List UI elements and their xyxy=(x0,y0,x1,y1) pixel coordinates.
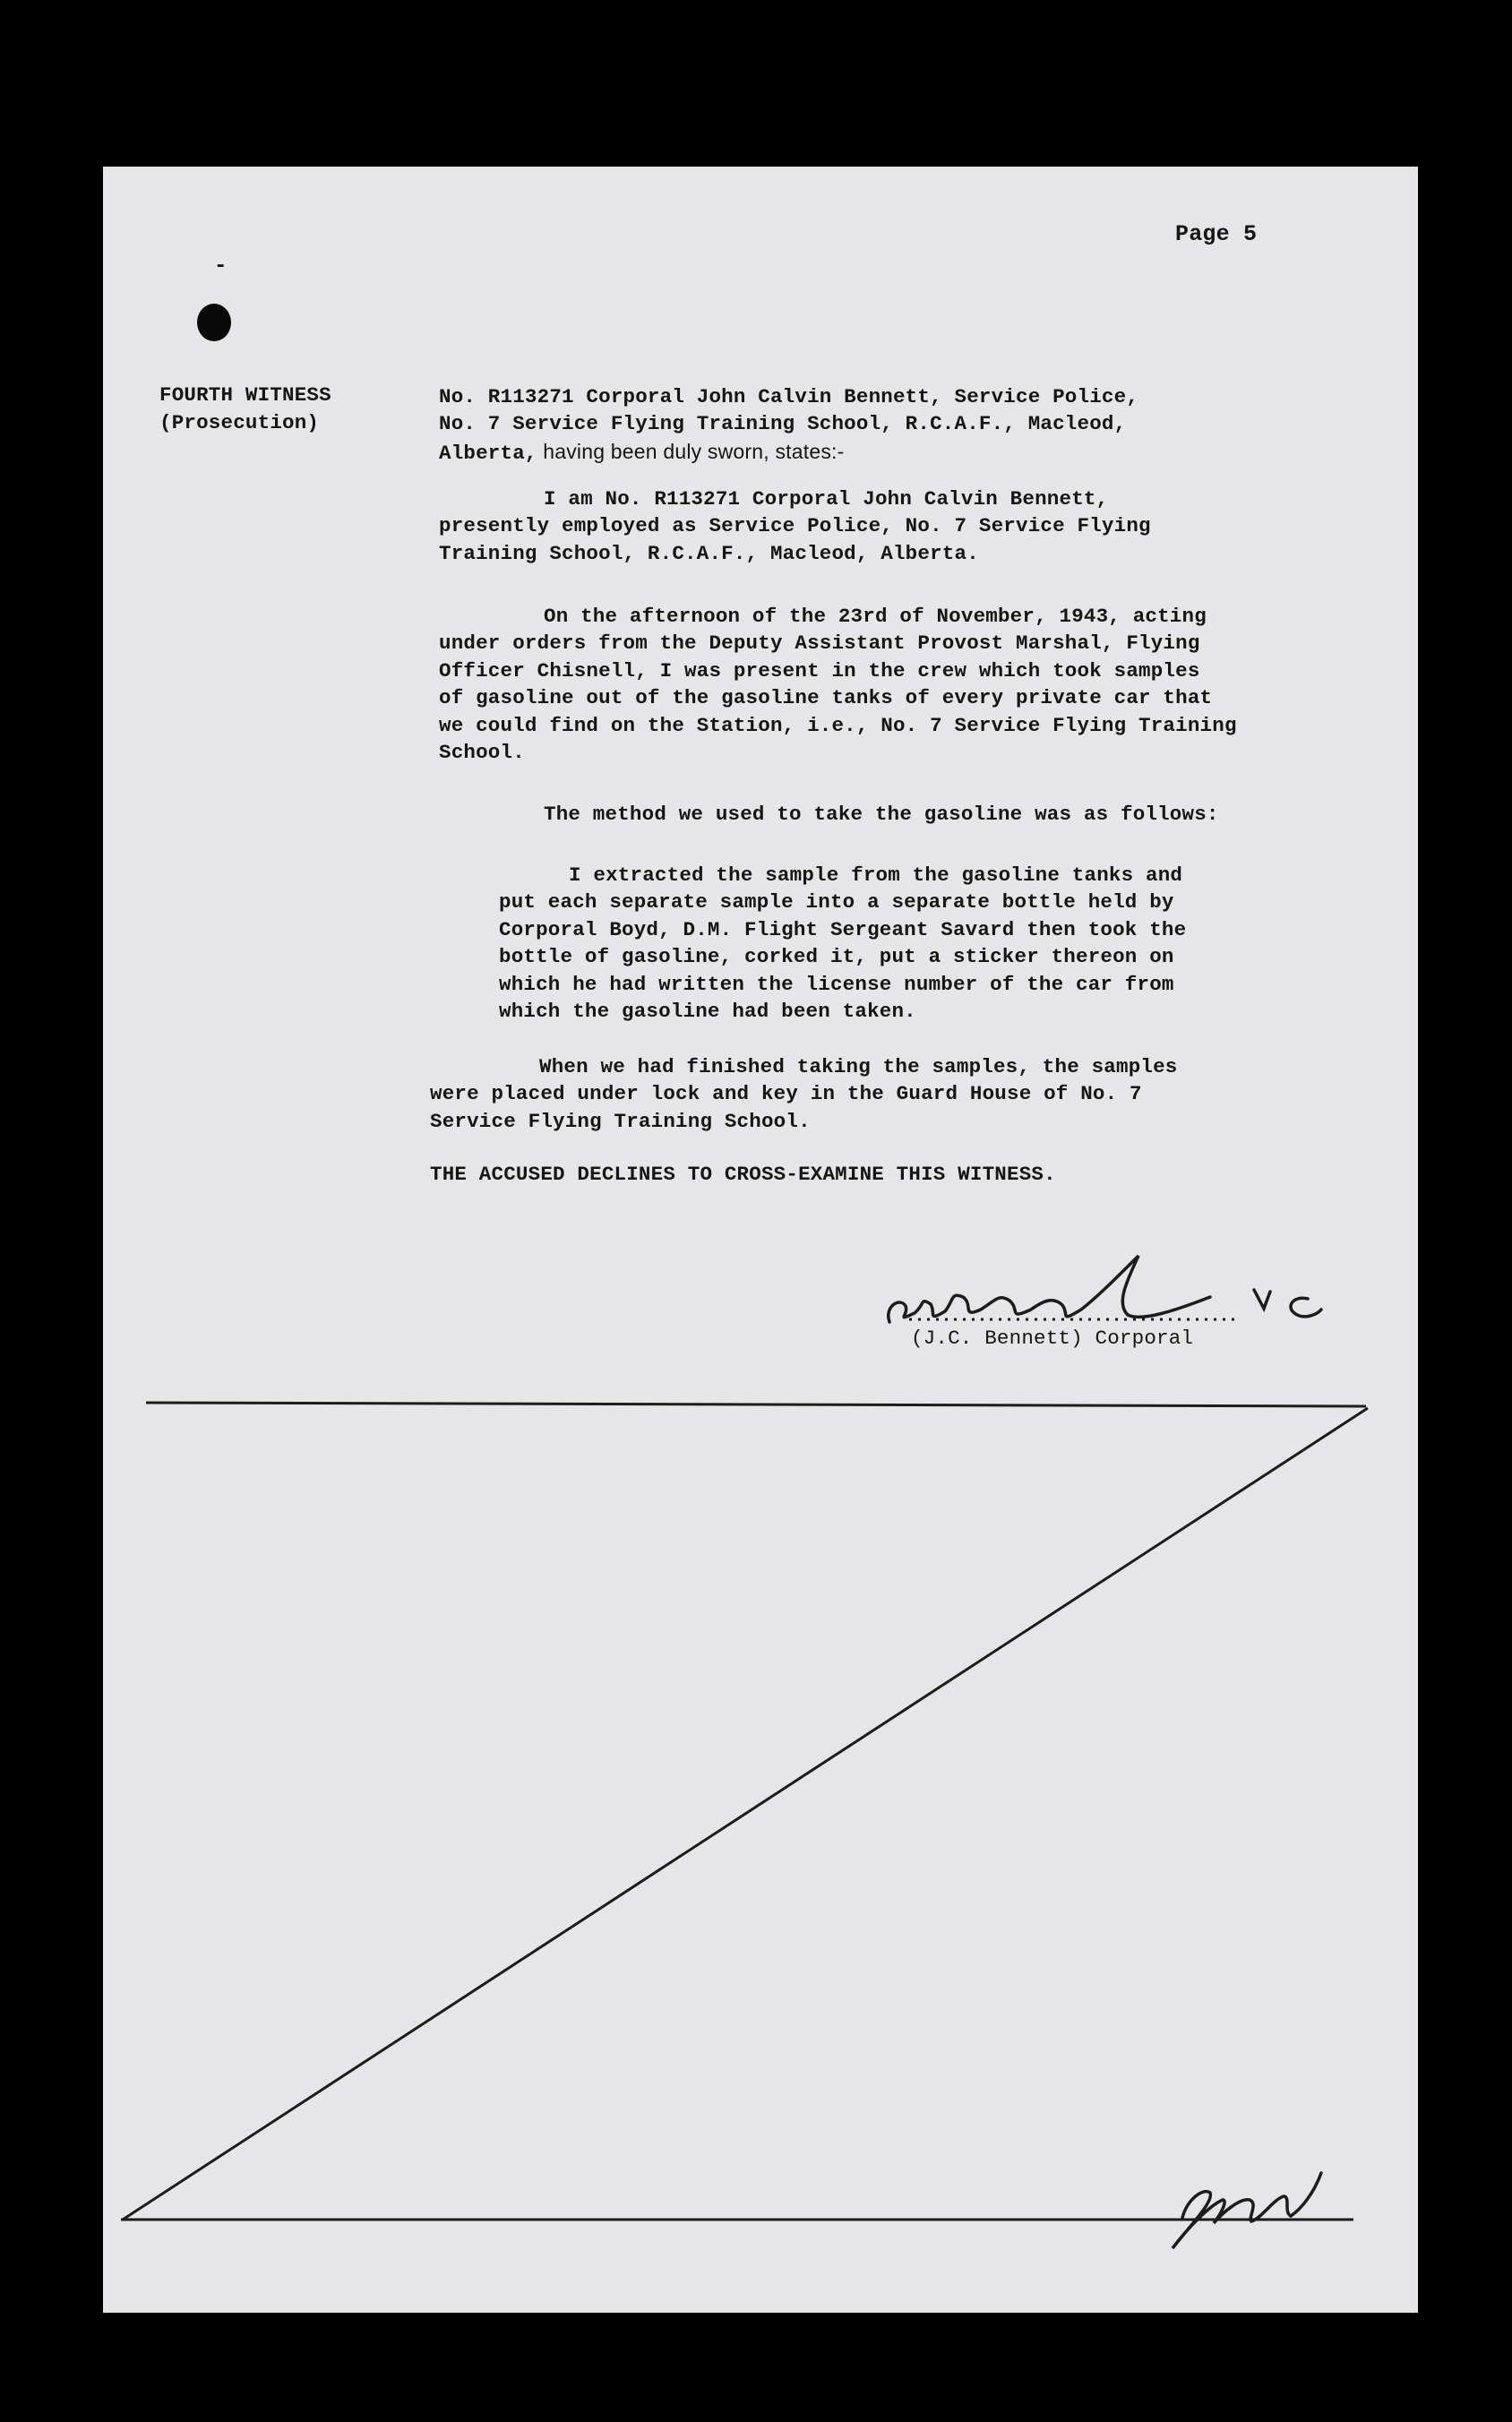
paragraph-line: under orders from the Deputy Assistant Provost Marshal, Flying xyxy=(439,631,1200,655)
pen-overlay xyxy=(103,167,1418,2313)
paragraph-line: were placed under lock and key in the Guard House of No. 7 xyxy=(430,1082,1142,1105)
signature-suffix-mark xyxy=(1254,1290,1270,1309)
paragraph-line: When we had finished taking the samples, the samples xyxy=(539,1055,1178,1078)
quote-line: put each separate sample into a separate bottle held by xyxy=(499,890,1174,914)
paragraph-line: presently employed as Service Police, No. 7 Service Flying xyxy=(439,514,1151,537)
intro-handwritten-text: having been duly sworn, states:- xyxy=(537,440,845,463)
signature-suffix-mark xyxy=(1291,1298,1321,1317)
intro-bold-text: Alberta, xyxy=(439,442,537,465)
mark-dash: - xyxy=(214,254,228,279)
signature-name-line: (J.C. Bennett) Corporal xyxy=(911,1327,1194,1350)
paragraph-line: Service Flying Training School. xyxy=(430,1110,811,1133)
paragraph-line: I am No. R113271 Corporal John Calvin Bennett, xyxy=(544,487,1109,511)
witness-sublabel: (Prosecution) xyxy=(159,411,320,434)
document-page xyxy=(103,167,1418,2313)
cancel-diagonal-line xyxy=(123,1408,1368,2220)
paragraph-line: we could find on the Station, i.e., No. 7 Service Flying Training xyxy=(439,714,1237,737)
quote-line: Corporal Boyd, D.M. Flight Sergeant Savard then took the xyxy=(499,918,1187,941)
paragraph-line: School. xyxy=(439,741,525,764)
paragraph-line: On the afternoon of the 23rd of November, 1943, acting xyxy=(544,605,1207,628)
paragraph-line: Officer Chisnell, I was present in the crew which took samples xyxy=(439,659,1200,683)
handwritten-signature xyxy=(889,1256,1210,1322)
witness-label: FOURTH WITNESS xyxy=(159,383,331,407)
paragraph-line: Training School, R.C.A.F., Macleod, Alberta. xyxy=(439,542,979,565)
page-number: Page 5 xyxy=(1175,221,1258,247)
quote-line: I extracted the sample from the gasoline tanks and xyxy=(569,863,1183,887)
handwritten-initials xyxy=(1173,2173,1321,2248)
intro-line: No. R113271 Corporal John Calvin Bennett, Service Police, xyxy=(439,385,1139,408)
quote-line: which he had written the license number of the car from xyxy=(499,973,1174,996)
paragraph-line: of gasoline out of the gasoline tanks of every private car that xyxy=(439,686,1213,709)
intro-line: No. 7 Service Flying Training School, R.C.A.F., Macleod, xyxy=(439,412,1127,435)
cancel-top-line xyxy=(146,1403,1366,1406)
quote-line: bottle of gasoline, corked it, put a sticker thereon on xyxy=(499,945,1174,968)
declines-statement: THE ACCUSED DECLINES TO CROSS-EXAMINE THIS WITNESS. xyxy=(430,1163,1056,1186)
quote-line: which the gasoline had been taken. xyxy=(499,1000,916,1023)
method-line: The method we used to take the gasoline was as follows: xyxy=(544,803,1219,826)
